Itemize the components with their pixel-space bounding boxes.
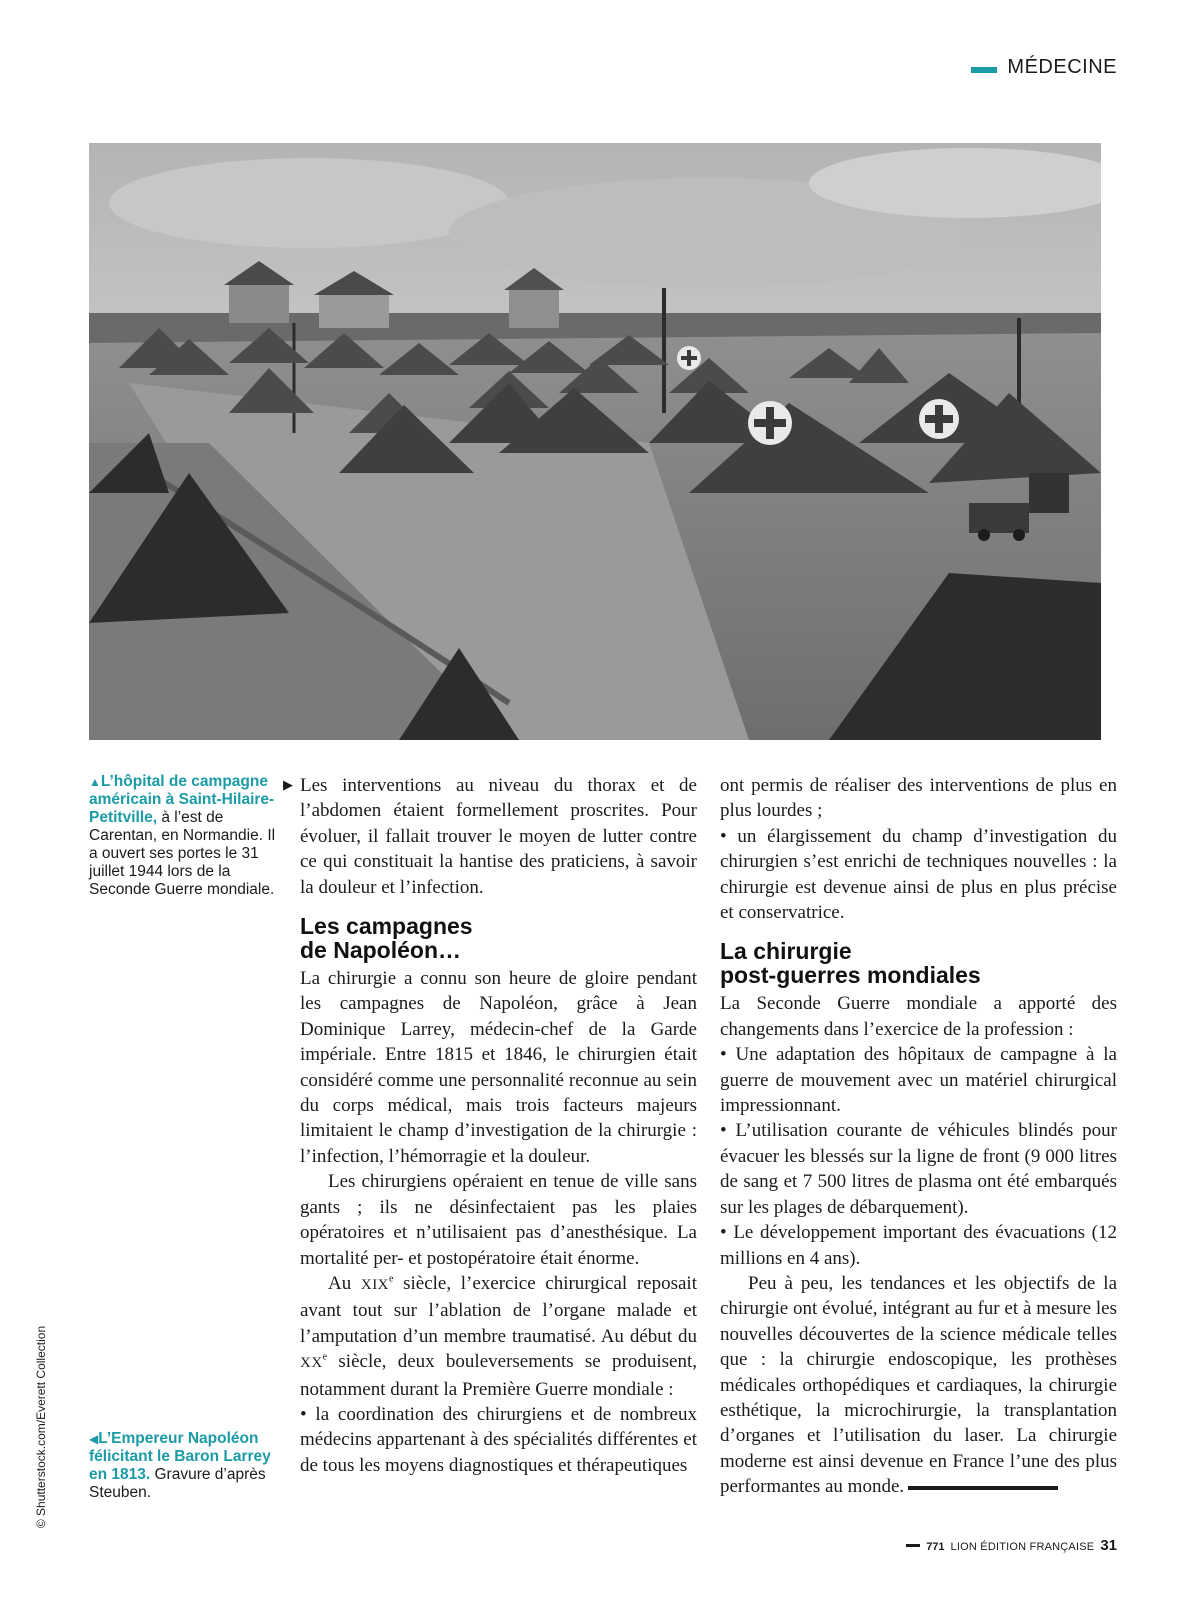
- closing-paragraph: Peu à peu, les tendances et les objectifs de la chirurgie ont évolué, intégrant au fur et à mesure les nouvelles découvertes de la science médicale telles que : la chirurgie endoscopique, les prothèses médicales orthopédiques et cardiaques, la chirurgie esthétique, la microchirurgie, la transplantation d’organes et l’utilisation du laser. La chirurgie moderne est ainsi devenue en France l’une des plus performantes au monde.: [720, 1272, 1117, 1498]
- photo-caption-top: [89, 773, 279, 899]
- paragraph: Les chirurgiens opéraient en tenue de ville sans gants ; ils ne désinfectaient pas les plaies opératoires et n’utilisaient pas d’anesthésique. La mortalité per- et postopératoire était énorme.: [300, 1171, 697, 1269]
- paragraph: La chirurgie a connu son heure de gloire pendant les campagnes de Napoléon, grâce à Jean Dominique Larrey, médecin-chef de la Garde impériale. Entre 1815 et 1846, le chirurgien était considéré comme une personnalité reconnue au sein du corps médical, mais trois facteurs majeurs limitaient le champ d’investigation de la chirurgie : l’infection, l’hémorragie et la douleur.: [300, 968, 697, 1167]
- continuation-arrow-icon: ▶: [283, 778, 293, 793]
- caption-triangle-left-icon: ◀: [89, 1432, 99, 1446]
- end-of-article-rule: [908, 1486, 1058, 1490]
- paragraph: ont permis de réaliser des interventions de plus en plus lourdes ;: [720, 775, 1117, 822]
- bullet-paragraph: • la coordination des chirurgiens et de nombreux médecins appartenant à des spécialités différentes et de tous les moyens diagnostiques et thérapeutiques: [300, 1403, 697, 1476]
- caption-triangle-up-icon: ▲: [89, 775, 101, 789]
- intro-paragraph: Les interventions au niveau du thorax et de l’abdomen étaient formellement proscrites. Pour évoluer, il fallait trouver le moyen de lutter contre ce qui constituait la hantise des praticiens, à savoir la douleur et l’infection.: [300, 775, 697, 898]
- caption-text: à l’est de Carentan, en Normandie. Il a ouvert ses portes le 31 juillet 1944 lors de la Seconde Guerre mondiale.: [89, 809, 276, 898]
- footer-dash: [906, 1544, 920, 1547]
- section-header: [971, 56, 1117, 79]
- section-accent-bar: [971, 67, 997, 73]
- paragraph: La Seconde Guerre mondiale a apporté des changements dans l’exercice de la profession :: [720, 993, 1117, 1040]
- footer-issue-number: 771: [926, 1541, 945, 1553]
- article-column-1: [300, 773, 697, 1478]
- page-number: 31: [1100, 1537, 1117, 1554]
- caption-title: L’hôpital de campagne américain à Saint-Hilaire-Petitville,: [89, 773, 275, 826]
- section-label: MÉDECINE: [1007, 56, 1117, 78]
- article-column-2: [720, 773, 1117, 1500]
- photo-caption-bottom: [89, 1430, 279, 1502]
- caption-title: L’Empereur Napoléon félicitant le Baron Larrey en 1813.: [89, 1430, 271, 1483]
- bullet-paragraph: • Une adaptation des hôpitaux de campagne à la guerre de mouvement avec un matériel chirurgical impressionnant.: [720, 1044, 1117, 1117]
- caption-text: Gravure d’après Steuben.: [89, 1466, 266, 1501]
- paragraph: Au XIXe siècle, l’exercice chirurgical reposait avant tout sur l’ablation de l’organe malade et l’amputation d’un membre traumatisé. Au début du XXe siècle, deux bouleversements se produisent, notamment durant la Première Guerre mondiale :: [300, 1272, 697, 1400]
- bullet-paragraph: • un élargissement du champ d’investigation du chirurgien s’est enrichi de techniques nouvelles : la chirurgie est devenue ainsi de plus en plus précise et conservatrice.: [720, 825, 1117, 924]
- footer-publication: LION ÉDITION FRANÇAISE: [950, 1541, 1095, 1553]
- bullet-paragraph: • L’utilisation courante de véhicules blindés pour évacuer les blessés sur la ligne de front (9 000 litres de sang et 7 500 litres de plasma ont été embarqués sur les plages de débarquement).: [720, 1120, 1117, 1218]
- subheading-post-war: La chirurgie post-guerres mondiales: [720, 938, 981, 989]
- page-footer: [906, 1537, 1117, 1554]
- bullet-paragraph: • Le développement important des évacuations (12 millions en 4 ans).: [720, 1222, 1117, 1269]
- photo-credit: © Shutterstock.com/Everett Collection: [34, 1325, 48, 1529]
- hospital-camp-photo: [89, 143, 1101, 740]
- subheading-napoleon: Les campagnes de Napoléon…: [300, 913, 473, 964]
